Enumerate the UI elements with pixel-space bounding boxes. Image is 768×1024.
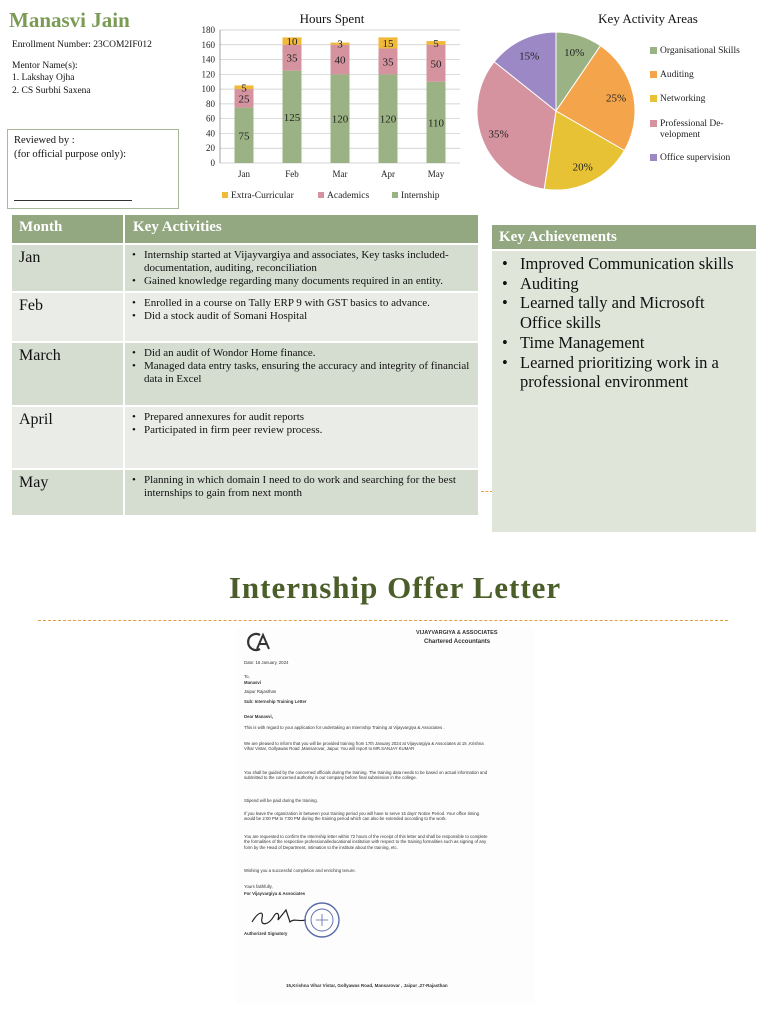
mentor-name-2: 2. CS Surbhi Saxena	[12, 86, 91, 96]
legend-label: Organisational Skills	[660, 46, 740, 56]
data-label: 5	[433, 37, 439, 50]
data-label: 25	[238, 93, 250, 106]
achievement-item: • Time Management	[492, 333, 756, 353]
letter-firm-sub: Chartered Accountants	[424, 639, 491, 645]
month-cell: April	[12, 407, 125, 468]
x-tick-label: Apr	[381, 169, 395, 179]
slice-label: 15%	[519, 50, 540, 63]
achievement-item: • Learned tally and Microsoft Office skills	[492, 293, 756, 332]
y-tick-label: 60	[206, 113, 215, 124]
data-label: 40	[334, 54, 346, 67]
activity-item: • Participated in firm peer review process.	[129, 424, 470, 437]
month-cell: May	[12, 470, 125, 515]
legend-label: Extra-Curricular	[231, 191, 294, 201]
data-label: 120	[331, 113, 349, 126]
slice-label: 10%	[564, 47, 585, 60]
legend-label: Auditing	[660, 70, 694, 80]
bar-chart-title: Hours Spent	[299, 11, 365, 26]
table-row	[12, 341, 478, 405]
activity-item: • Internship started at Vijayvargiya and associates, Key tasks included- documentation, auditing, reconciliation	[129, 249, 470, 275]
data-label: 5	[241, 82, 247, 95]
enrollment-number: Enrollment Number: 23COM2IF012	[12, 40, 152, 50]
letter-date: Date: 16 January, 2024	[244, 660, 289, 665]
month-cell: Jan	[12, 245, 125, 291]
y-tick-label: 100	[201, 84, 215, 95]
table-row	[12, 243, 478, 291]
data-label: 120	[379, 113, 397, 126]
x-tick-label: Jan	[238, 169, 250, 179]
legend-swatch	[222, 192, 228, 198]
student-name: Manasvi Jain	[9, 8, 130, 32]
letter-paragraph: This is with regard to your application for undertaking an Internship Training at Vijayvargiya & Associates .	[244, 725, 445, 730]
y-tick-label: 0	[210, 158, 215, 168]
y-tick-label: 80	[206, 98, 215, 109]
achievement-item: • Auditing	[492, 274, 756, 294]
y-tick-label: 120	[201, 69, 215, 80]
offer-letter-image	[236, 628, 534, 1003]
slice-label: 20%	[572, 161, 593, 174]
letter-signatory: Authorized Signatory	[244, 931, 288, 936]
activities-table	[12, 215, 478, 515]
achievements-list	[492, 254, 756, 392]
letter-paragraph: We are pleased to inform that you will be provided training from 17th January 2024 at Vijayvargiya & Associates at 15 ,Krishna Vihar Vistar, Gollyawas Road ,Mansarovar, Jaipur. You will report to MR.SANJAY KUMAR	[244, 741, 484, 752]
slice-label: 25%	[605, 92, 627, 105]
x-tick-label: May	[427, 169, 445, 179]
letter-paragraph: You shall be guided by the concerned officials during the training. The training data needs to be based on actual information and submitted to the concerned authority in our company before final submission in the college.	[244, 770, 488, 781]
letter-salutation: Dear Manasvi,	[244, 714, 273, 719]
table-row	[12, 468, 478, 515]
table-row	[12, 405, 478, 468]
data-label: 110	[427, 117, 445, 130]
letter-firm-name: VIJAYVARGIYA & ASSOCIATES	[416, 630, 498, 636]
activity-item: • Enrolled in a course on Tally ERP 9 with GST basics to advance.	[129, 297, 470, 310]
data-label: 10	[286, 36, 298, 49]
achievements-header: Key Achievements	[492, 225, 756, 251]
table-header	[12, 215, 478, 243]
review-label: Reviewed by :	[14, 135, 75, 146]
letter-to: To,	[244, 674, 250, 679]
achievement-item: • Learned prioritizing work in a professional environment	[492, 353, 756, 392]
legend-swatch	[650, 120, 657, 127]
slice-label: 35%	[488, 128, 509, 141]
activity-item: • Prepared annexures for audit reports	[129, 411, 470, 424]
legend-label: Professional De-	[660, 119, 724, 129]
letter-closing: Yours faithfully,	[244, 884, 273, 889]
data-label: 35	[382, 56, 394, 69]
activity-areas-chart	[470, 26, 768, 196]
pie-chart-title: Key Activity Areas	[598, 11, 698, 26]
data-label: 75	[238, 130, 250, 143]
divider	[38, 620, 728, 621]
legend-label: Office supervision	[660, 153, 731, 163]
activity-item: • Gained knowledge regarding many documents required in an entity.	[129, 275, 470, 288]
letter-city: Jaipur Rajasthan	[244, 689, 277, 694]
mentor-name-1: 1. Lakshay Ojha	[12, 73, 75, 83]
legend-label: Internship	[401, 191, 440, 201]
activity-item: • Managed data entry tasks, ensuring the accuracy and integrity of financial data in Excel	[129, 360, 470, 386]
letter-subject: Sub: Internship Training Letter	[244, 699, 307, 704]
legend-label: velopment	[660, 130, 701, 140]
activity-item: • Planning in which domain I need to do work and searching for the best internships to gain from next month	[129, 474, 470, 500]
y-tick-label: 40	[206, 128, 215, 139]
legend-swatch	[392, 192, 398, 198]
y-tick-label: 160	[201, 39, 215, 50]
letter-recipient: Manasvi	[244, 680, 261, 685]
data-label: 50	[430, 58, 442, 71]
activity-item: • Did a stock audit of Somani Hospital	[129, 310, 470, 323]
x-tick-label: Mar	[332, 169, 348, 179]
letter-paragraph: You are requested to confirm the Internship letter within 72 hours of the receipt of this letter and shall be responsible to complete the formalities of the respective professional/educational institution with respect to the training formalities such as signing of any form by the Head of Department, intimation to the institute about the training, etc.	[244, 834, 488, 850]
data-label: 15	[382, 37, 394, 50]
review-box	[7, 129, 179, 209]
legend-swatch	[650, 95, 657, 102]
x-tick-label: Feb	[285, 169, 299, 179]
table-row	[12, 291, 478, 341]
month-header: Month	[12, 215, 125, 243]
activities-header: Key Activities	[133, 219, 222, 235]
letter-footer: 15,Krishna Vihar Vistar, Gollyawas Road, Mansarovar , Jaipur ,27-Rajasthan	[286, 983, 448, 988]
review-sub-label: (for official purpose only):	[14, 149, 127, 160]
legend-swatch	[650, 71, 657, 78]
offer-letter-title: Internship Offer Letter	[228, 570, 562, 605]
signature-line	[14, 200, 132, 201]
letter-closing-firm: For Vijayvargiya & Associates	[244, 891, 306, 896]
achievements-box	[492, 225, 756, 532]
letter-paragraph: Wishing you a successful completion and enriching tenure.	[244, 868, 356, 873]
activity-item: • Did an audit of Wondor Home finance.	[129, 347, 470, 360]
legend-label: Academics	[327, 191, 370, 201]
data-label: 125	[283, 111, 301, 124]
month-cell: March	[12, 343, 125, 405]
legend-swatch	[318, 192, 324, 198]
legend-label: Networking	[660, 94, 706, 104]
letter-paragraph: Stipend will be paid during the training.	[244, 798, 318, 803]
data-label: 3	[337, 38, 343, 51]
mentor-label: Mentor Name(s):	[12, 61, 78, 71]
letter-paragraph: If you leave the organization in between your training period you will have to serve 15 days' Notice Period. Your office timing would be 2:00 PM to 7:00 PM during the training period which can also be extended according to the work.	[244, 811, 480, 822]
legend-swatch	[650, 154, 657, 161]
y-tick-label: 140	[201, 54, 215, 65]
legend-swatch	[650, 47, 657, 54]
y-tick-label: 180	[201, 25, 215, 35]
data-label: 35	[286, 52, 298, 65]
hours-spent-chart	[190, 24, 470, 210]
ca-logo-icon	[246, 632, 272, 652]
achievement-item: • Improved Communication skills	[492, 254, 756, 274]
y-tick-label: 20	[206, 143, 215, 154]
month-cell: Feb	[12, 293, 125, 341]
